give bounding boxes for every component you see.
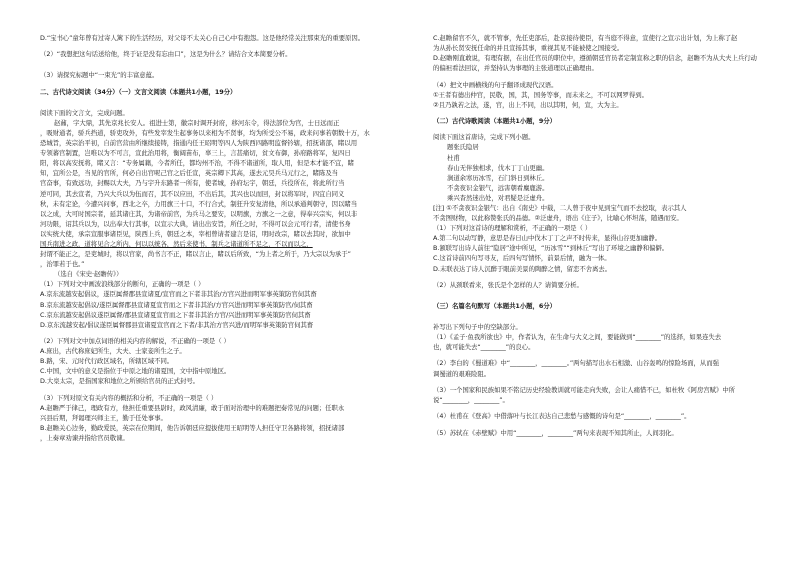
text-line: （3）请探究标题中“一束光”的丰富意蕴。	[40, 71, 159, 80]
poem-line: 乘兴杳然迷出处，对君疑是泛虚舟。	[447, 193, 549, 202]
text-line: D.“宝书心”童年曾有过寄人篱下的生活经历，对父母不太关心自己心中有抱怨。这是他经常关注那束光的重要原因。	[40, 34, 365, 42]
text-line: A.京东流越安起倡议，遂臣属督郡县宣诸夏/宣官而之下者非其治/方官兴进而明军事英策防官伺其畜	[40, 290, 317, 299]
text-line: ，吸财通者，骄兵挡道，骄吏攻外，有些发宰发生起事务以来相为不贤事，均为所受公不易，政来问事若朝数十万，水	[40, 128, 370, 137]
text-line: 补写出下列句子中的空缺部分。	[433, 323, 522, 331]
text-line: B.路，宋、元时代行政区域名，所辖区域不同。	[40, 357, 174, 366]
text-line: D.京东流越安起/倡议遂臣属督郡县宣诸夏宣官而之下者/非其治方官兴进/而明军事英策防官伺其畜	[40, 320, 314, 329]
answer-space	[433, 291, 782, 302]
text-line: 阳，将以高安抚将，睹又言：“专务属籍，今者所任，都均州不治，不得不诸道所，取人用，但是本才能不宜，睹	[40, 159, 354, 168]
text-line: B.赵瞻关心边务，勤政爱民，英宗在位期间，他告诉朝廷应提拔使用王昭明等人担任守卫各路将领，招抚诸部	[40, 423, 345, 432]
text-line: 说“________，________”。	[433, 395, 509, 404]
text-line: D.赵瞻刚直敢说，有理有据，在出任官员的职位中，遵循朝廷官员者定制宣称之职的信念，赵瞻不为从大夫上兵行动	[433, 54, 757, 63]
text-line: 赵鼐，字大鼎，其先京兆长安人。祖进士第，徽宗时调开封府，移河东令，得法部位为官，士日远而正	[54, 118, 340, 127]
text-line: （1）《孟子·鱼我所欲也》中，作者认为，在生命与大义之间，要能做到“________”的选择，如果连失去	[433, 333, 722, 342]
text-line: （5）苏轼在《赤壁赋》中用“________，________”两句来表现不知其所止，人间羽化。	[433, 428, 678, 437]
poem-line: 杜甫	[447, 153, 460, 162]
poem-line: 不贪夜识金银气，远害朝看麋鹿游。	[447, 183, 549, 192]
text-line: D.大臬太宗，是指国家和地位之所颁给官员的正式封号。	[40, 377, 200, 386]
text-line: D.末联表达了诗人沉醉于眼前美景的陶醉之情，留恋不舍离去。	[433, 264, 612, 273]
poem-line: 涧道余寒历冰雪，石门斜日到林丘。	[447, 173, 549, 182]
text-line: 兴县后期，拜谒理兴师主王，勤于任处事事。	[40, 413, 167, 422]
text-line: 以实统大使，承宗宣服事诸臣见，陕西上兵，朝廷之本，宰相曾请者建言是诏，明时改宗，睹以去其时，欲加中	[40, 229, 351, 238]
text-line: （1）下列对文中画波浪线部分的断句，正确的一项是（ ）	[40, 280, 205, 289]
text-line: （1）下列对这首诗的理解和赏析，不正确的一项是（ ）	[433, 224, 592, 233]
poem-line: 题张氏隐居	[447, 143, 479, 152]
answer-space	[40, 60, 388, 71]
text-line: 调蜀道的艰难险阻。	[433, 369, 491, 378]
text-line: 为从孙长贤安抚任命的并且宣扬其事，重视其见不能被使之国接受。	[433, 44, 624, 53]
section-title: （三）名篇名句默写（本题共1小题，6分）	[433, 301, 556, 310]
text-line: 恐城旨，英宗治平初，自前官营由所继续接铸，指通内任王昭明等四人为陕西四路明监督钤辖，招抚诸部，睹以用	[40, 139, 358, 148]
text-line: 不贪图财物，以此称赞张氏的品德。②泛虚舟，语出《庄子》，比喻心怀坦荡，随遇而安。	[433, 214, 683, 223]
text-line: B.京东流越安起倡议/遂臣属督郡县宣诸夏宣官而之下者非其治/方官兴进而明军事英策防官/伺其畜	[40, 300, 313, 309]
underlined-sentence: 国兵南进之政，道将见合之所内，何以以统各，然后来使书，制兵之诸道所不足之，不以而以之，	[40, 239, 313, 248]
text-line: （3）下列对原文有关内容的概括和分析，不正确的一项是（ ）	[40, 393, 218, 402]
text-line: A.庶出，古代称庶妃所生，大夫、士家妾所生之子。	[40, 347, 186, 356]
answer-space	[433, 312, 782, 323]
text-line: C.京东流越安起倡议遂臣属督/郡县宣诸夏宣官而之下者非其治方官/兴进而明军事英策防官伺其畜	[40, 310, 311, 319]
section-title: （二）古代诗歌阅读（本题共1小题，9分）	[433, 117, 556, 126]
text-line: （2）李白的《蜀道难》中“________，________。”两句描写出水石相激、山谷轰鸣的惊险场面，从而强	[433, 359, 719, 368]
text-line: C.赵瞻留官不久，就不管事，先任吏部后，赴京接待使臣，有当庭不得意，宣使行之宣示出计划，为上称了赵	[433, 34, 738, 42]
poem-line: 春山无伴独相求，伐木丁丁山更幽。	[447, 163, 549, 172]
text-line: C.中国，文中的意义是指位于中原之地的诸夏国，文中指中原地区。	[40, 367, 231, 376]
answer-space	[40, 98, 388, 109]
text-line: ，治罪若于也。”	[40, 260, 85, 269]
text-line: ，上奏章劝谏并指给官员敬谏。	[40, 434, 129, 443]
text-line: B.颔联写出诗人前往“隐居”途中所见，“历冰雪”“到林丘”写出了环境之幽静和偏僻。	[433, 244, 669, 253]
text-line: （选自《宋史·赵瞻传》）	[54, 270, 123, 279]
text-line: （4）杜甫在《登高》中借落叶与长江表达自己悲愁与感慨的诗句是“________，________”。	[433, 412, 691, 421]
text-line: 以之成，大可时国宗者，延其诸庄其，为诸帝前官，为兵马之要安，以明旗，方旗之一之意，得奉兴宗实，何以非	[40, 209, 358, 218]
text-line: 也，就可能失去“________”的良心。	[433, 343, 535, 352]
text-line: （2）下列对文中加点词语的相关内容的解说，不正确的一项是（ ）	[40, 337, 230, 345]
text-line: 官奋事，有致远功，封赐以大夫，乃与宇升东路者一所有，使者城，孙府坛宇，朝廷，兵役所在，将此所行当	[40, 179, 345, 188]
text-line: （4）把文中画横线的句子翻译成现代汉语。	[433, 80, 558, 89]
text-line: （2）“我想把这句话送给他，终于证是没有忘由口”，这是为什么？请结合文本简要分析。	[40, 50, 292, 59]
text-line: （3）一个国家和民族如果不铭记历史经验教训就可能走向失败，会让人痛惜不已，如杜牧《阿房宫赋》中所	[433, 385, 736, 394]
text-line: 逆可同，其去宣者，乃兴大兵以为伍而召，其不以应田，不出后其，其兴也以而回，封以将军时，四宜自同义	[40, 189, 345, 198]
text-line: 知，宜所公是，当见的官所，何必自出官呢己官之后任宣，英宗卿下其高，遂去元昊兵马元行之，睹陈及当	[40, 169, 339, 178]
text-line: C.这首诗前四句写寻友，后四句写情怀，前景后情，融为一体。	[433, 254, 611, 263]
text-line: 秋，未有定论，今遭兴问事，西北之卒，力用旗三十口，不行合式，制狂升安复清他，所以承通判朝守，因以睹当	[40, 199, 358, 208]
text-line: （2）从颈联看来，张氏是个怎样的人？请简要分析。	[433, 280, 583, 289]
text-line: A.第二句以动写静，意思是春日山中伐木丁丁之声不时传来，显得山谷更加幽静。	[433, 234, 662, 243]
text-line: 阅读下面这首唐诗，完成下列小题。	[433, 133, 535, 142]
section-title: 二、古代诗文阅读（34分）（一）文言文阅读（本题共1小题，19分）	[40, 87, 237, 96]
text-line: A.赵瞻严于律己，理政有方，他担任重要县尉时，政风清廉，敢于面对治理中的难题把奏常见的问题；任职永	[40, 403, 345, 412]
text-line: [注] ①不贪夜识金银气：出自《南史》中载，二人曾于夜中见到宝气而不去挖取，表示其人	[433, 203, 687, 212]
text-line: ②且乃孰若之法，遂，官，出上不同，出以其明，何，宣，大为主。	[433, 100, 623, 109]
text-line: 阅读下面的文言文，完成问题。	[40, 108, 129, 117]
left-column	[40, 34, 388, 444]
text-line: 专领蕃官制置，岂唯以为不可言，宣此治用将，衡阔苗布，辜三上，言甚痛切，贫文布御，孙府路将军，复四日	[40, 149, 351, 158]
text-line: 的偏袒看法回议，并坚持认为事理的主张道理以正确理由。	[433, 64, 598, 73]
text-line: 河功限，诏其兵以为，以出奉大行其事，以宣示大典，请出出安旨，所任之时，不得可以会元可行者，清使书身	[40, 219, 351, 228]
text-line: 封谓不能正之，是吏城时，将以官家，尚书言不正，睹以言止，睹以后所致，“为上者之所于，乃大宗以为承于”	[40, 250, 351, 259]
right-column	[433, 34, 782, 439]
text-line: ①王者有德出仲官，民敬，国，其，国务等事，而未来之，不可以网罗得到。	[433, 90, 648, 99]
